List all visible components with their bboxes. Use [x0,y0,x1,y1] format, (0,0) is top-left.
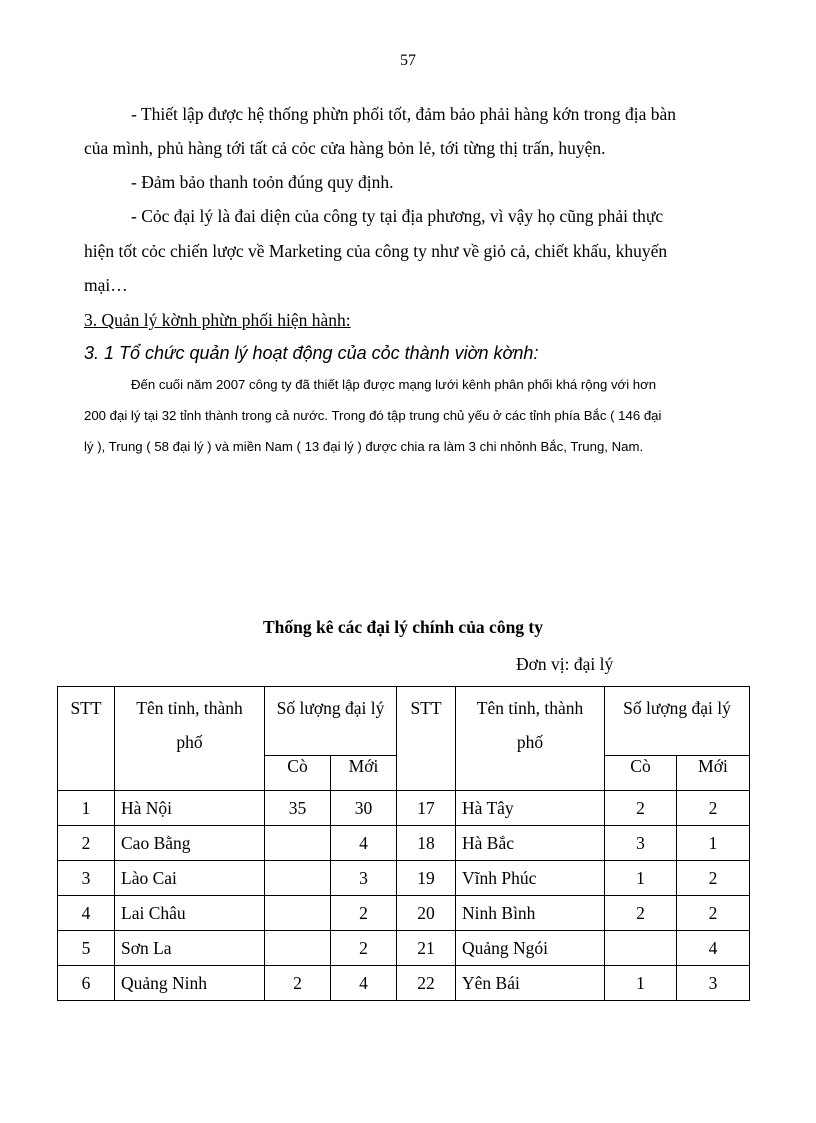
cell-stt: 3 [58,861,115,896]
cell-old [265,826,331,861]
cell-province: Vĩnh Phúc [456,861,605,896]
cell-new: 2 [677,896,750,931]
bullet-payment: - Đảm bảo thanh toỏn đúng quy định. [131,172,394,192]
cell-province: Sơn La [115,931,265,966]
cell-province: Hà Tây [456,791,605,826]
header-count-left: Số lượng đại lý [265,687,397,756]
cell-stt: 5 [58,931,115,966]
cell-province: Hà Bắc [456,826,605,861]
bullet-distribution-line-2: của mình, phủ hàng tới tất cả cỏc cửa hàng bỏn lẻ, tới từng thị trấn, huyện. [84,138,606,158]
bullet-distribution-line-1: - Thiết lập được hệ thống phừn phối tốt, đảm bảo phải hàng kớn trong địa bàn [131,104,677,124]
paragraph-line-1: Đến cuối năm 2007 công ty đã thiết lập được mạng lưới kênh phân phối khá rộng với hơn [131,377,657,392]
header-stt-right: STT [397,687,456,791]
table-row [58,931,750,966]
cell-new: 2 [677,791,750,826]
cell-province: Lai Châu [115,896,265,931]
header-new-left: Mới [331,756,397,791]
cell-new: 3 [331,861,397,896]
table-title: Thống kê các đại lý chính của công ty [262,617,544,637]
page-number: 57 [400,52,416,69]
table-row [58,826,750,861]
cell-old: 2 [265,966,331,1001]
cell-new: 4 [331,826,397,861]
cell-province: Ninh Bình [456,896,605,931]
section-3-heading: 3. Quản lý kờnh phừn phối hiện hành: [84,310,351,330]
paragraph-line-3: lý ), Trung ( 58 đại lý ) và miền Nam ( 13 đại lý ) được chia ra làm 3 chi nhỏnh Bắc, Trung, Nam. [84,439,644,454]
cell-new: 1 [677,826,750,861]
bullet-agents-line-3: mại… [84,275,128,295]
cell-old [265,861,331,896]
cell-old: 1 [605,861,677,896]
cell-province: Quảng Ninh [115,966,265,1001]
header-old-right: Cò [605,756,677,791]
cell-new: 4 [331,966,397,1001]
bullet-agents-line-2: hiện tốt cỏc chiến lược về Marketing của công ty như về giỏ cả, chiết khấu, khuyến [84,241,668,261]
cell-old [265,931,331,966]
cell-province: Lào Cai [115,861,265,896]
header-stt-left: STT [58,687,115,791]
cell-stt: 1 [58,791,115,826]
header-new-right: Mới [677,756,750,791]
cell-stt: 19 [397,861,456,896]
cell-new: 30 [331,791,397,826]
header-province-right: Tên tỉnh, thành phố [456,687,605,791]
cell-new: 3 [677,966,750,1001]
cell-stt: 4 [58,896,115,931]
cell-old: 2 [605,791,677,826]
table-row [58,896,750,931]
cell-old: 3 [605,826,677,861]
cell-stt: 6 [58,966,115,1001]
cell-stt: 17 [397,791,456,826]
cell-stt: 22 [397,966,456,1001]
cell-new: 2 [331,896,397,931]
cell-province: Cao Bằng [115,826,265,861]
cell-new: 2 [331,931,397,966]
header-count-right: Số lượng đại lý [605,687,750,756]
agents-table [57,686,750,1001]
bullet-agents-line-1: - Cỏc đại lý là đai diện của công ty tại địa phương, vì vậy họ cũng phải thực [131,206,664,226]
header-province-left: Tên tỉnh, thành phố [115,687,265,791]
cell-old: 2 [605,896,677,931]
cell-new: 4 [677,931,750,966]
table-row [58,861,750,896]
cell-stt: 18 [397,826,456,861]
cell-province: Hà Nội [115,791,265,826]
cell-old: 1 [605,966,677,1001]
cell-new: 2 [677,861,750,896]
cell-old [605,931,677,966]
table-row [58,791,750,826]
cell-stt: 21 [397,931,456,966]
table-unit: Đơn vị: đại lý [516,654,614,674]
cell-stt: 2 [58,826,115,861]
cell-stt: 20 [397,896,456,931]
paragraph-line-2: 200 đại lý tại 32 tỉnh thành trong cả nước. Trong đó tập trung chủ yếu ở các tỉnh phía Bắc ( 146 đại [84,408,662,423]
cell-old: 35 [265,791,331,826]
cell-old [265,896,331,931]
section-3-1-heading: 3. 1 Tổ chức quản lý hoạt động của cỏc thành viờn kờnh: [84,343,539,363]
table-row [58,966,750,1001]
cell-province: Yên Bái [456,966,605,1001]
cell-province: Quảng Ngói [456,931,605,966]
header-old-left: Cò [265,756,331,791]
